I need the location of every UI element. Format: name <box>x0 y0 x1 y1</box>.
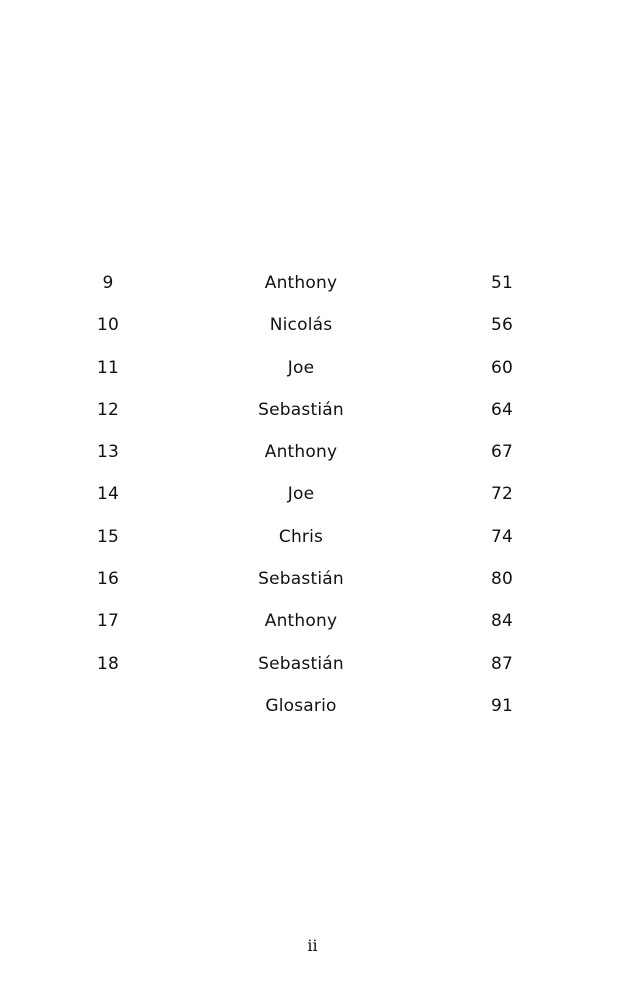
chapter-title: Sebastián <box>258 399 344 420</box>
chapter-page-number: 74 <box>490 526 514 547</box>
toc-row <box>0 435 625 477</box>
toc-row-glossary <box>0 689 625 731</box>
chapter-number: 17 <box>96 611 120 632</box>
chapter-number: 14 <box>96 484 120 505</box>
toc-row <box>0 351 625 393</box>
chapter-title: Joe <box>287 357 315 378</box>
chapter-page-number: 72 <box>490 484 514 505</box>
chapter-title: Anthony <box>264 273 338 293</box>
chapter-title: Anthony <box>264 611 338 632</box>
chapter-number: 11 <box>96 357 120 378</box>
toc-row <box>0 266 625 308</box>
table-of-contents <box>0 266 625 731</box>
chapter-title: Chris <box>278 526 324 547</box>
toc-row <box>0 604 625 646</box>
chapter-number: 16 <box>96 569 120 590</box>
chapter-page-number: 87 <box>490 653 514 674</box>
page-number: ii <box>307 936 318 955</box>
toc-row <box>0 520 625 562</box>
toc-row <box>0 562 625 604</box>
chapter-page-number: 60 <box>490 357 514 378</box>
chapter-page-number: 51 <box>490 273 514 293</box>
chapter-page-number: 56 <box>490 315 514 336</box>
chapter-title: Joe <box>287 484 315 505</box>
chapter-page-number: 84 <box>490 611 514 632</box>
chapter-title: Sebastián <box>258 653 344 674</box>
toc-row <box>0 393 625 435</box>
chapter-number: 18 <box>96 653 120 674</box>
chapter-number: 12 <box>96 399 120 420</box>
chapter-page-number: 80 <box>490 569 514 590</box>
glossary-title: Glosario <box>265 695 337 716</box>
chapter-title: Anthony <box>264 442 338 463</box>
toc-row <box>0 477 625 519</box>
chapter-title: Sebastián <box>258 569 344 590</box>
chapter-number: 10 <box>96 315 120 336</box>
chapter-number: 13 <box>96 442 120 463</box>
chapter-title: Nicolás <box>269 315 333 336</box>
toc-row <box>0 647 625 689</box>
chapter-page-number: 67 <box>490 442 514 463</box>
toc-row <box>0 308 625 350</box>
chapter-number: 15 <box>96 526 120 547</box>
chapter-number: 9 <box>102 273 114 293</box>
chapter-page-number: 64 <box>490 399 514 420</box>
glossary-page-number: 91 <box>490 695 514 716</box>
